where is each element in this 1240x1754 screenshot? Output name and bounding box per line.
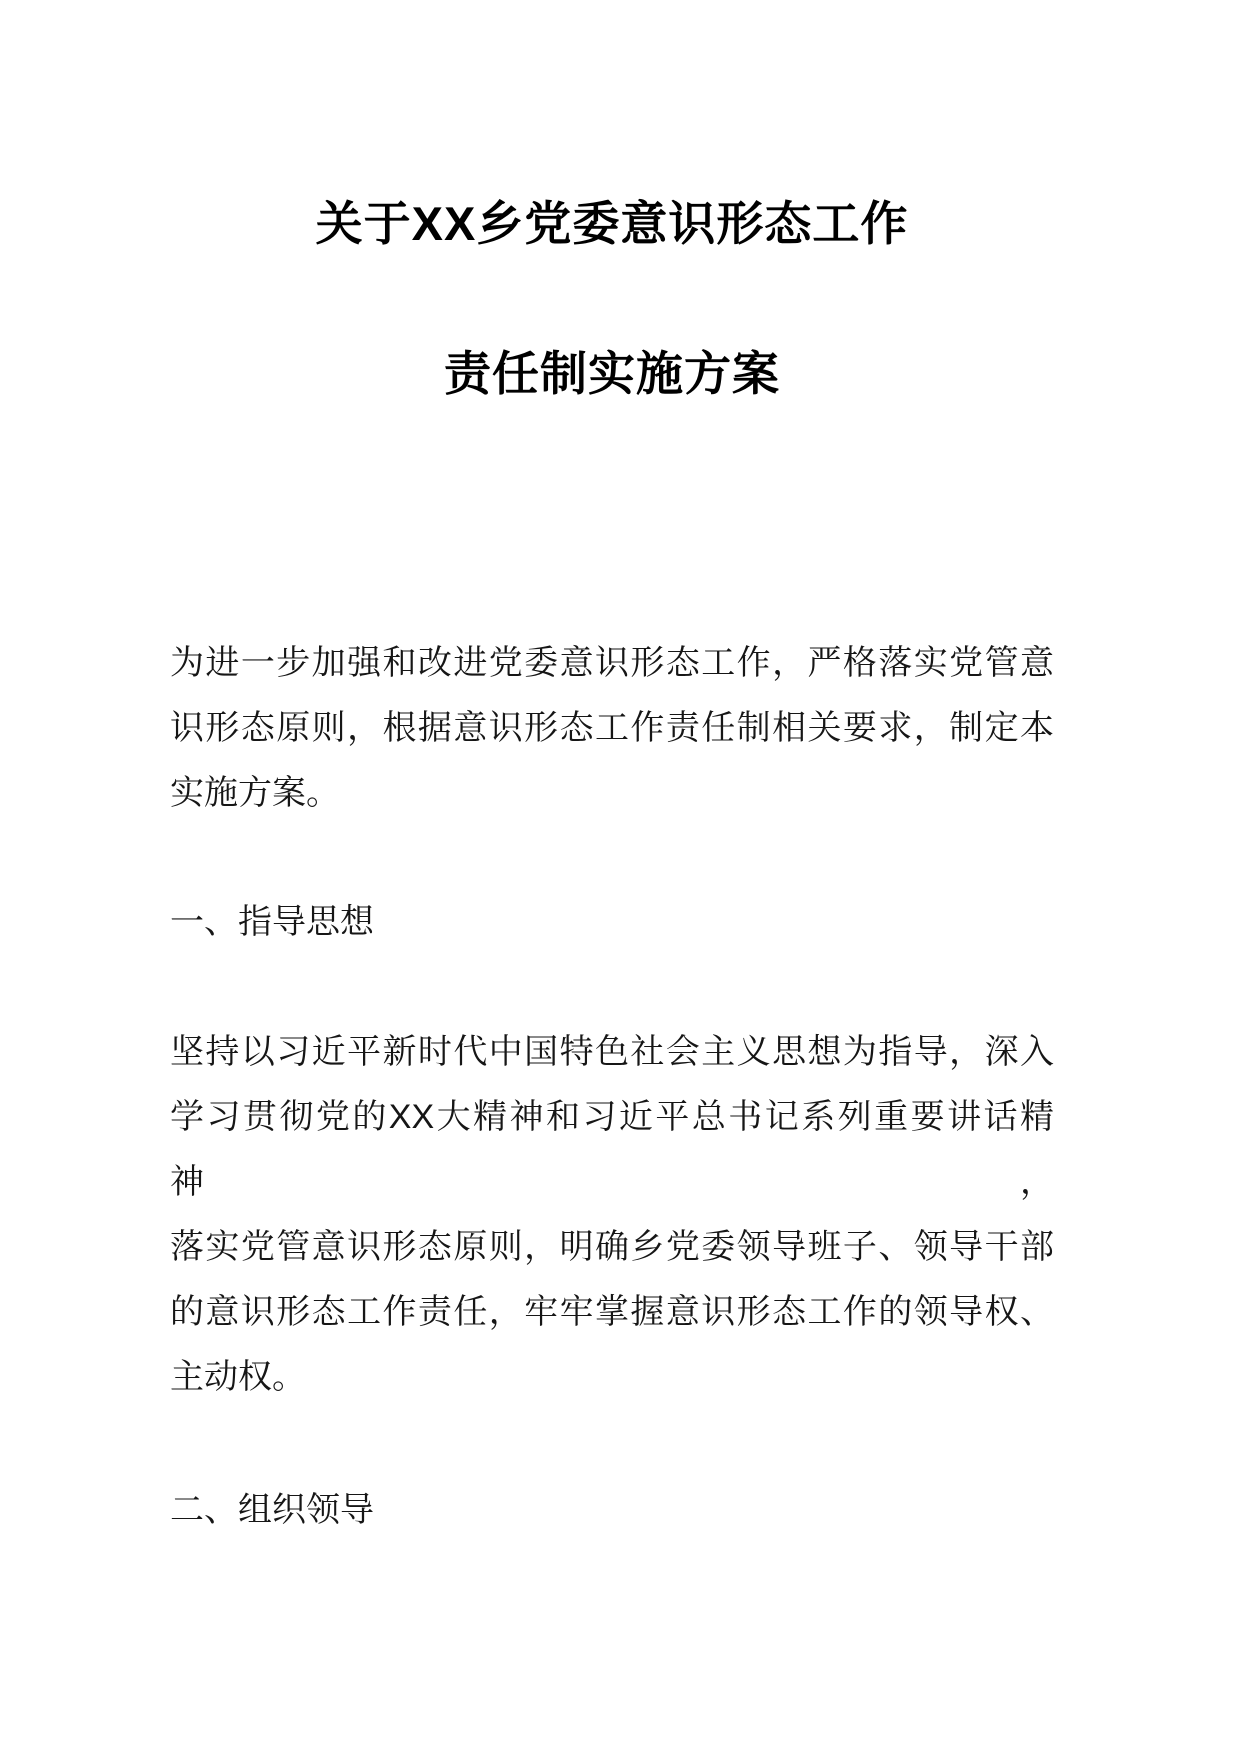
text-line: 坚持以习近平新时代中国特色社会主义思想为指导，深入 — [170, 1033, 1054, 1071]
document-title-line-2: 责任制实施方案 — [444, 347, 780, 400]
paragraph-guiding-ideology — [170, 1020, 1054, 1410]
text-line: 识形态原则，根据意识形态工作责任制相关要求，制定本 — [170, 709, 1054, 747]
text-line: 实施方案。 — [170, 774, 340, 812]
text-line: 的意识形态工作责任，牢牢掌握意识形态工作的领导权、 — [170, 1293, 1054, 1331]
text-line: 学习贯彻党的XX大精神和习近平总书记系列重要讲话精神， — [170, 1098, 1054, 1201]
text-line: 为进一步加强和改进党委意识形态工作，严格落实党管意 — [170, 644, 1054, 682]
section-heading-organizational-leadership: 二、组织领导 — [170, 1491, 374, 1529]
text-line: 主动权。 — [170, 1358, 306, 1396]
text-line: 落实党管意识形态原则，明确乡党委领导班子、领导干部 — [170, 1228, 1054, 1266]
section-heading-guiding-ideology: 一、指导思想 — [170, 903, 374, 941]
paragraph-intro — [170, 631, 1054, 826]
document-title-line-1: 关于XX乡党委意识形态工作 — [315, 197, 909, 250]
